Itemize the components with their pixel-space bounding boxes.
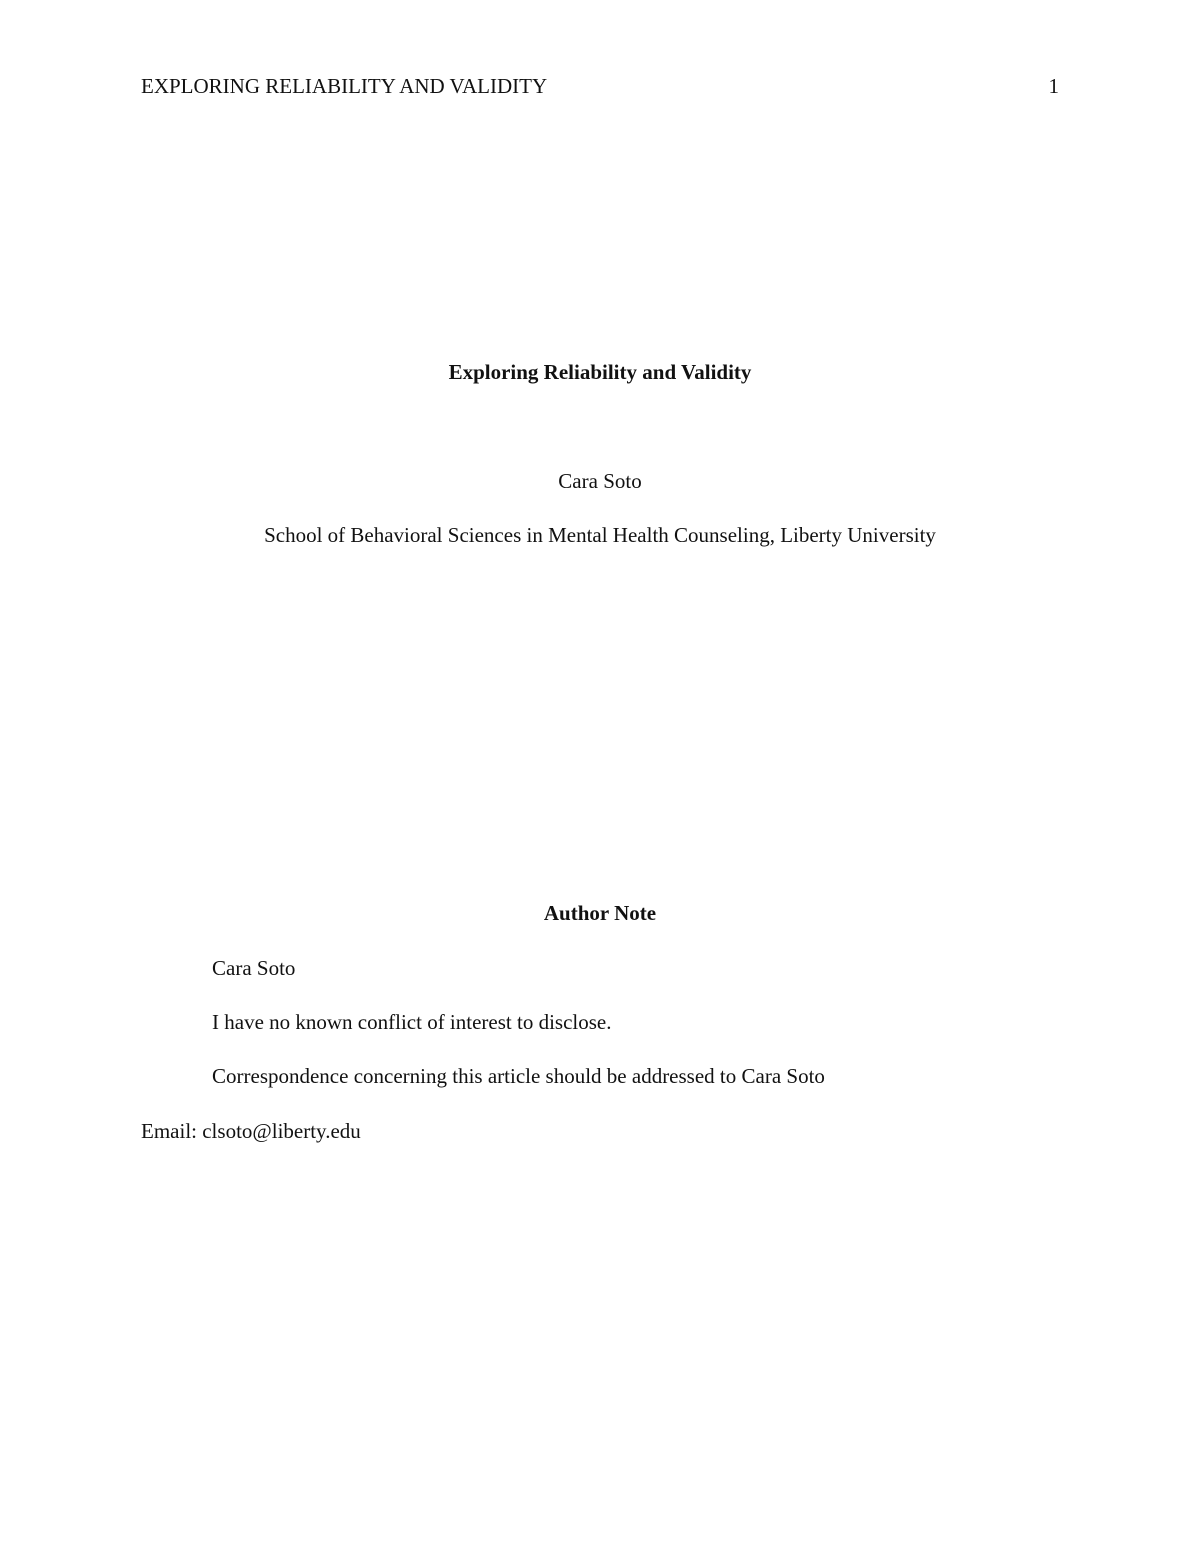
author-name: Cara Soto (558, 469, 642, 493)
correspondence-statement: Correspondence concerning this article should be addressed to Cara Soto (212, 1064, 825, 1088)
author-note-heading: Author Note (543, 901, 657, 925)
conflict-statement: I have no known conflict of interest to disclose. (212, 1010, 612, 1034)
page-number: 1 (1048, 74, 1059, 98)
email-line: Email: clsoto@liberty.edu (141, 1119, 361, 1143)
author-affiliation: School of Behavioral Sciences in Mental Health Counseling, Liberty University (264, 523, 936, 547)
paper-title: Exploring Reliability and Validity (448, 360, 752, 384)
running-head: EXPLORING RELIABILITY AND VALIDITY (141, 74, 548, 98)
author-note-name: Cara Soto (212, 956, 296, 980)
